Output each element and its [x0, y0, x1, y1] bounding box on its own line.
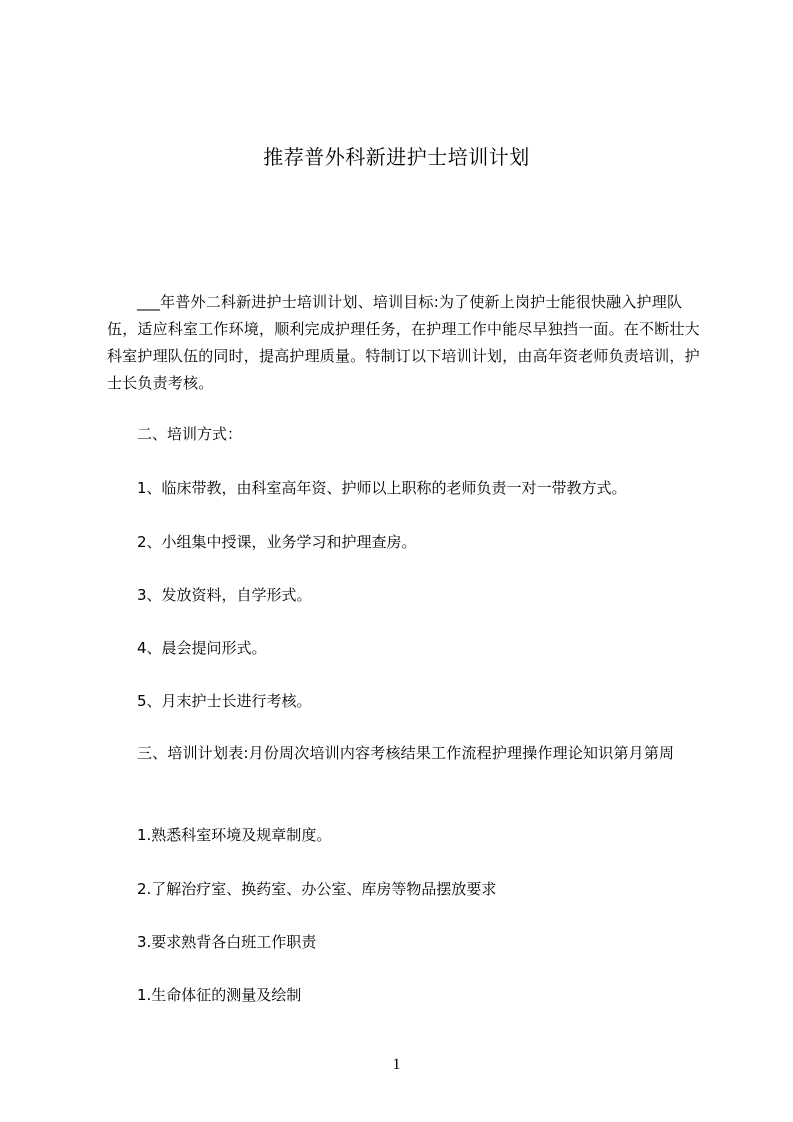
- method-item: 4、晨会提问形式。: [137, 639, 267, 657]
- method-item: 5、月末护士长进行考核。: [137, 692, 312, 710]
- page-number: 1: [392, 1056, 401, 1073]
- plan-item: 1.熟悉科室环境及规章制度。: [137, 826, 332, 844]
- intro-paragraph: ___年普外二科新进护士培训计划、培训目标:为了使新上岗护士能很快融入护理队伍，适应科室工作环境，顺利完成护理任务，在护理工作中能尽早独挡一面。在不断壮大科室护理队伍的同时，提高护理质量。特制订以下培训计划，由高年资老师负责培训，护士长负责考核。: [107, 293, 700, 392]
- plan-item: 1.生命体征的测量及绘制: [137, 986, 302, 1004]
- plan-item: 2.了解治疗室、换药室、办公室、库房等物品摆放要求: [137, 880, 497, 898]
- document-title: 推荐普外科新进护士培训计划: [263, 145, 530, 169]
- method-item: 3、发放资料，自学形式。: [137, 586, 312, 604]
- section-heading-training-plan: 三、培训计划表:月份周次培训内容考核结果工作流程护理操作理论知识第月第周: [137, 744, 675, 762]
- plan-item: 3.要求熟背各白班工作职责: [137, 933, 317, 951]
- section-heading-training-methods: 二、培训方式：: [137, 425, 243, 443]
- method-item: 2、小组集中授课，业务学习和护理查房。: [137, 533, 417, 551]
- method-item: 1、临床带教，由科室高年资、护师以上职称的老师负责一对一带教方式。: [137, 479, 627, 497]
